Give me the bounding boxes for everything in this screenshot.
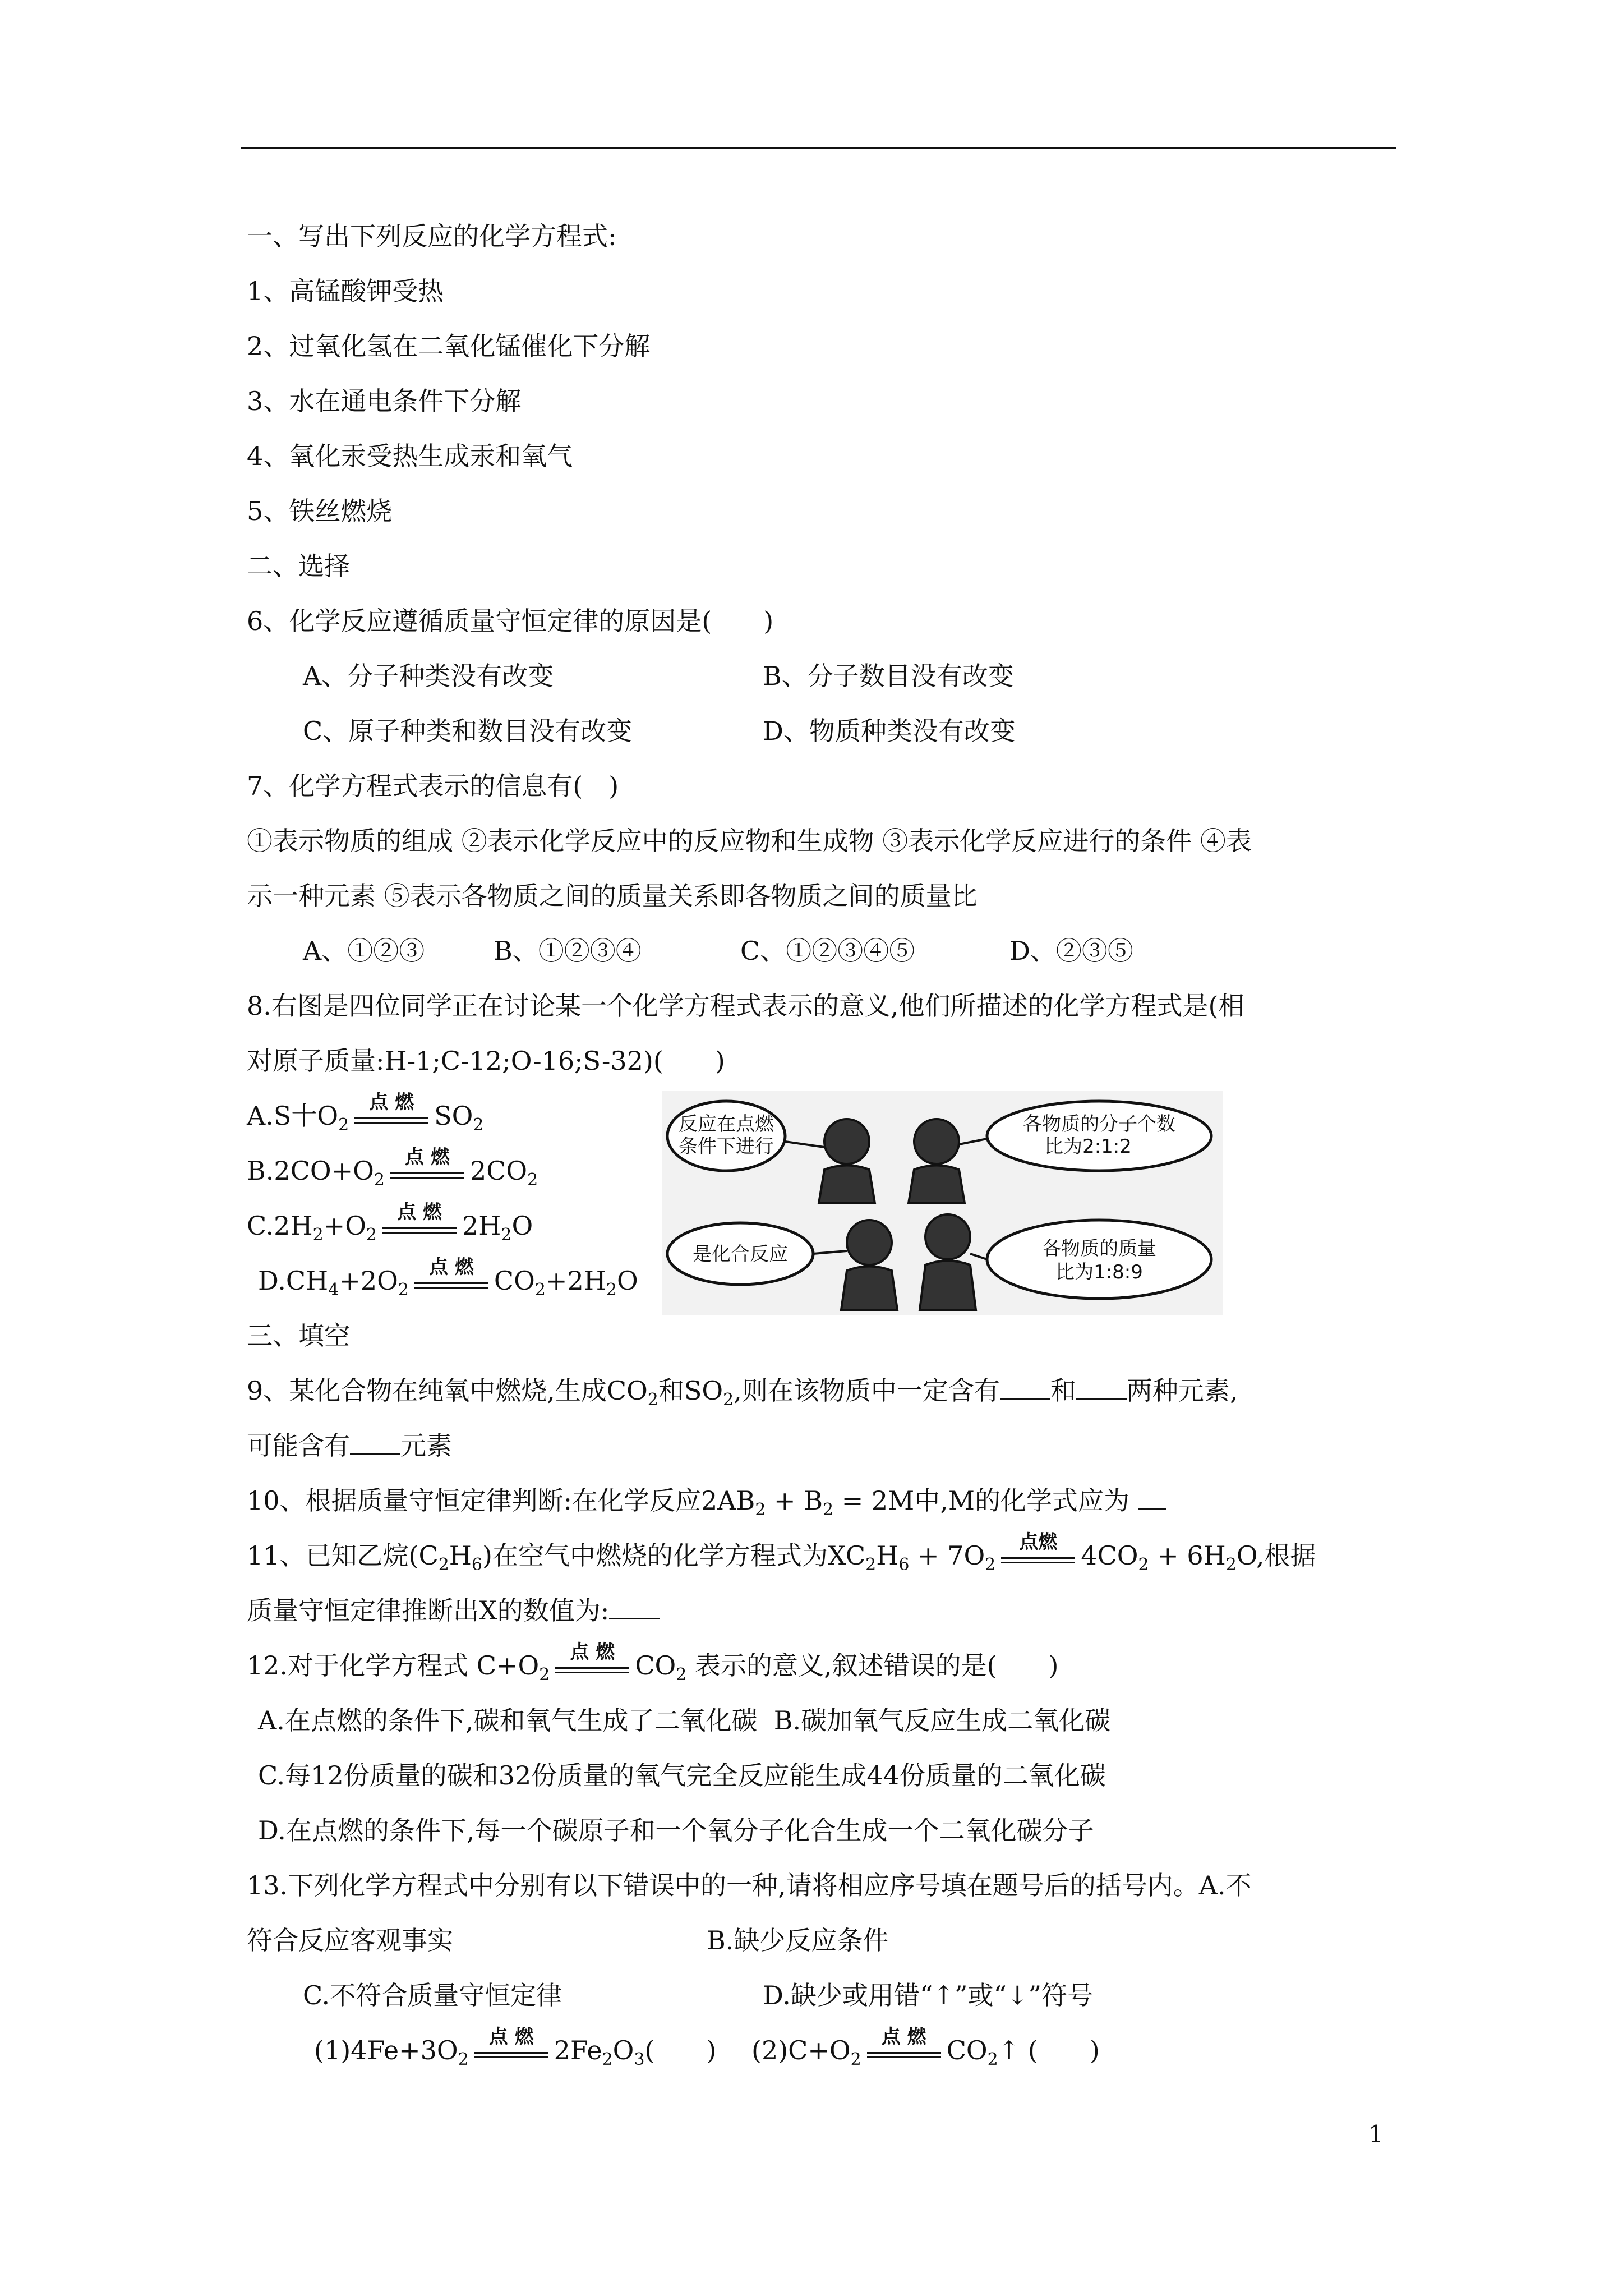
q13e1-text-c: O [612,2035,634,2065]
q13-option-c: C.不符合质量守恒定律 [303,1980,562,2010]
q11-text-a: 11、已知乙烷(C [247,1540,439,1571]
section-heading-2: 二、选择 [247,551,350,581]
q11-text-g: + 6H [1149,1540,1226,1571]
question-4: 4、氧化汞受热生成汞和氧气 [247,441,573,471]
answer-blank[interactable] [1138,1485,1166,1510]
question-7-options [247,923,1402,978]
q13e1-sub2: 2 [602,2050,613,2070]
question-11-line-2 [247,1583,1402,1638]
q6-option-a: A、分子种类没有改变 [303,661,554,691]
question-9-line-2 [247,1418,1402,1473]
page-number: 1 [1368,2120,1384,2148]
q8a-sub: 2 [338,1115,349,1135]
bubble-4-line-1: 各物质的质量 [1042,1237,1156,1260]
q12-option-c: C.每12份质量的碳和32份质量的氧气完全反应能生成44份质量的二氧化碳 [258,1760,1106,1791]
q12-text-b: CO [635,1650,676,1681]
condition-text: 点 燃 [405,1146,450,1168]
question-5: 5、铁丝燃烧 [247,496,393,526]
q8d-sub4: 2 [606,1280,617,1300]
q13e2-sub: 2 [850,2050,861,2070]
q8d-rhs2: +2H [545,1266,606,1296]
q9-text-d: 和 [1050,1375,1076,1406]
q13e1-text-b: 2Fe [554,2035,602,2065]
bubble-2-line-2: 比为2:1:2 [1044,1135,1132,1158]
q11-text-h: O,根据 [1236,1540,1316,1571]
q12-options-ab [247,1693,1402,1748]
answer-blank[interactable] [350,1430,400,1455]
q13-option-d: D.缺少或用错“↑”或“↓”符号 [763,1980,1094,2010]
q11-text-i: 质量守恒定律推断出X的数值为: [247,1595,610,1626]
question-6-row-1 [247,648,1402,703]
q12-option-a: A.在点燃的条件下,碳和氧气生成了二氧化碳 [258,1705,758,1736]
condition-text: 点燃 [1019,1531,1058,1553]
q8c-sub2: 2 [366,1225,377,1245]
bubble-4-line-2: 比为1:8:9 [1055,1261,1143,1283]
q11-sub6: 2 [1138,1555,1149,1575]
section-heading-1: 一、写出下列反应的化学方程式: [247,221,617,251]
q8b-lhs: B.2CO+O [247,1156,374,1186]
question-7-stem: 7、化学方程式表示的信息有( ) [247,771,619,801]
q9-sub: 2 [647,1390,658,1410]
q13e2-text-b: CO [946,2035,988,2065]
q7-option-b: B、①②③④ [494,936,642,966]
q12-text-c: 表示的意义,叙述错误的是( ) [686,1650,1059,1681]
q11-text-e: + 7O [909,1540,985,1571]
q12-sub: 2 [539,1665,550,1685]
q10-text-b: + B [766,1485,823,1516]
q13e1-sub3: 3 [634,2050,645,2070]
bubble-1-line-2: 条件下进行 [679,1135,774,1158]
condition-text: 点 燃 [570,1641,615,1663]
reaction-condition-mark [553,1638,631,1693]
q8c-sub3: 2 [501,1225,512,1245]
question-13-stem-1: 13.下列化学方程式中分别有以下错误中的一种,请将相应序号填在题号后的括号内。A.不 [247,1870,1252,1901]
q9-text-b: 和SO [658,1375,723,1406]
q13-option-a: 符合反应客观事实 [247,1925,453,1955]
condition-text: 点 燃 [488,2026,534,2048]
q8d-lhs2: +2O [339,1266,398,1296]
reaction-condition-mark [472,2023,551,2078]
q12-option-b: B.碳加氧气反应生成二氧化碳 [773,1705,1111,1736]
q8d-lhs: D.CH [258,1266,329,1296]
condition-text: 点 燃 [397,1201,442,1223]
q9-text-a: 9、某化合物在纯氧中燃烧,生成CO [247,1375,648,1406]
question-13-options [247,1968,1402,2023]
q7-option-d: D、②③⑤ [1009,936,1133,966]
header-rule [241,147,1396,149]
q6-option-d: D、物质种类没有改变 [763,716,1016,746]
q11-text-f: 4CO [1081,1540,1138,1571]
q8c-lhs: C.2H [247,1211,313,1241]
bubble-1-line-1: 反应在点燃 [679,1113,774,1135]
answer-blank[interactable] [1000,1375,1050,1400]
q11-sub5: 2 [985,1555,996,1575]
q8a-sub2: 2 [473,1115,484,1135]
q6-option-b: B、分子数目没有改变 [763,661,1014,691]
q13e1-bracket: ( ) [644,2035,717,2065]
question-6-stem: 6、化学反应遵循质量守恒定律的原因是( ) [247,606,774,636]
bubble-3-line-1: 是化合反应 [693,1243,788,1266]
answer-blank[interactable] [1076,1375,1127,1400]
students-discussion-figure [662,1091,1223,1315]
q11-text-b: H [449,1540,472,1571]
q9-text-e: 两种元素, [1126,1375,1238,1406]
answer-blank[interactable] [609,1595,660,1619]
q13e1-text-a: (1)4Fe+3O [314,2035,458,2065]
q8a-lhs: A.S十O [247,1101,339,1131]
section-heading-3: 三、填空 [247,1320,350,1351]
q11-sub3: 2 [865,1555,877,1575]
q9-sub2: 2 [723,1390,734,1410]
q11-text-c: )在空气中燃烧的化学方程式为XC [482,1540,866,1571]
q8c-rhs: 2H [462,1211,501,1241]
q11-sub2: 6 [471,1555,482,1575]
q9-text-g: 元素 [400,1430,452,1461]
q13e2-text-a: (2)C+O [751,2035,851,2065]
q8c-rhs-end: O [511,1211,533,1241]
condition-text: 点 燃 [881,2026,926,2048]
question-2: 2、过氧化氢在二氧化锰催化下分解 [247,331,651,361]
q9-text-f: 可能含有 [247,1430,350,1461]
reaction-condition-mark [865,2023,943,2078]
q10-sub2: 2 [823,1500,834,1520]
q12-text-a: 12.对于化学方程式 C+O [247,1650,540,1681]
q8d-sub3: 2 [534,1280,546,1300]
q8a-rhs: SO [434,1101,473,1131]
question-8-stem-1: 8.右图是四位同学正在讨论某一个化学方程式表示的意义,他们所描述的化学方程式是(相 [247,991,1244,1021]
q7-option-a: A、①②③ [303,936,425,966]
q13-equation-1 [314,2023,751,2078]
question-9-line-1 [247,1363,1402,1418]
q13-option-b: B.缺少反应条件 [707,1925,889,1955]
q8c-lhs2: +O [323,1211,366,1241]
q12-sub2: 2 [676,1665,687,1685]
q8c-sub: 2 [312,1225,324,1245]
question-12-stem [247,1638,1402,1693]
q8d-rhs: CO [494,1266,535,1296]
q13e2-text-c: ↑ ( ) [998,2035,1100,2065]
question-6-row-2 [247,703,1402,758]
reaction-condition-mark [380,1198,459,1253]
reaction-condition-mark [352,1088,431,1143]
reaction-condition-mark [999,1528,1077,1583]
condition-text: 点 燃 [428,1256,474,1278]
question-3: 3、水在通电条件下分解 [247,386,522,416]
q13-equation-2 [751,2023,1100,2078]
question-7-text-1: ①表示物质的组成 ②表示化学反应中的反应物和生成物 ③表示化学反应进行的条件 ④表 [247,826,1252,856]
q8b-sub: 2 [374,1170,385,1190]
q10-sub: 2 [755,1500,766,1520]
q11-sub: 2 [438,1555,449,1575]
q13e1-sub: 2 [458,2050,469,2070]
question-8-stem-2: 对原子质量:H-1;C-12;O-16;S-32)( ) [247,1046,725,1076]
question-13-stem-2 [247,1913,1402,1968]
condition-text: 点 燃 [369,1091,414,1114]
q8b-sub2: 2 [527,1170,538,1190]
q11-text-d: H [876,1540,899,1571]
q13e2-sub2: 2 [987,2050,998,2070]
q11-sub4: 6 [898,1555,910,1575]
question-10 [247,1473,1402,1528]
q8d-sub: 4 [328,1280,339,1300]
q9-text-c: ,则在该物质中一定含有 [734,1375,1000,1406]
q7-option-c: C、①②③④⑤ [740,936,915,966]
q8b-rhs: 2CO [469,1156,528,1186]
q8d-sub2: 2 [398,1280,409,1300]
question-1: 1、高锰酸钾受热 [247,276,444,306]
question-13-equations [247,2023,1402,2078]
question-11-line-1 [247,1528,1402,1583]
q8d-rhs-end: O [616,1266,638,1296]
question-7-text-2: 示一种元素 ⑤表示各物质之间的质量关系即各物质之间的质量比 [247,881,978,911]
q11-sub7: 2 [1225,1555,1237,1575]
q10-text-a: 10、根据质量守恒定律判断:在化学反应2AB [247,1485,755,1516]
q6-option-c: C、原子种类和数目没有改变 [303,716,633,746]
q10-text-c: = 2M中,M的化学式应为 [833,1485,1129,1516]
q12-option-d: D.在点燃的条件下,每一个碳原子和一个氧分子化合生成一个二氧化碳分子 [258,1815,1094,1846]
bubble-2-line-1: 各物质的分子个数 [1023,1113,1175,1135]
reaction-condition-mark [388,1143,467,1198]
reaction-condition-mark [412,1253,491,1308]
